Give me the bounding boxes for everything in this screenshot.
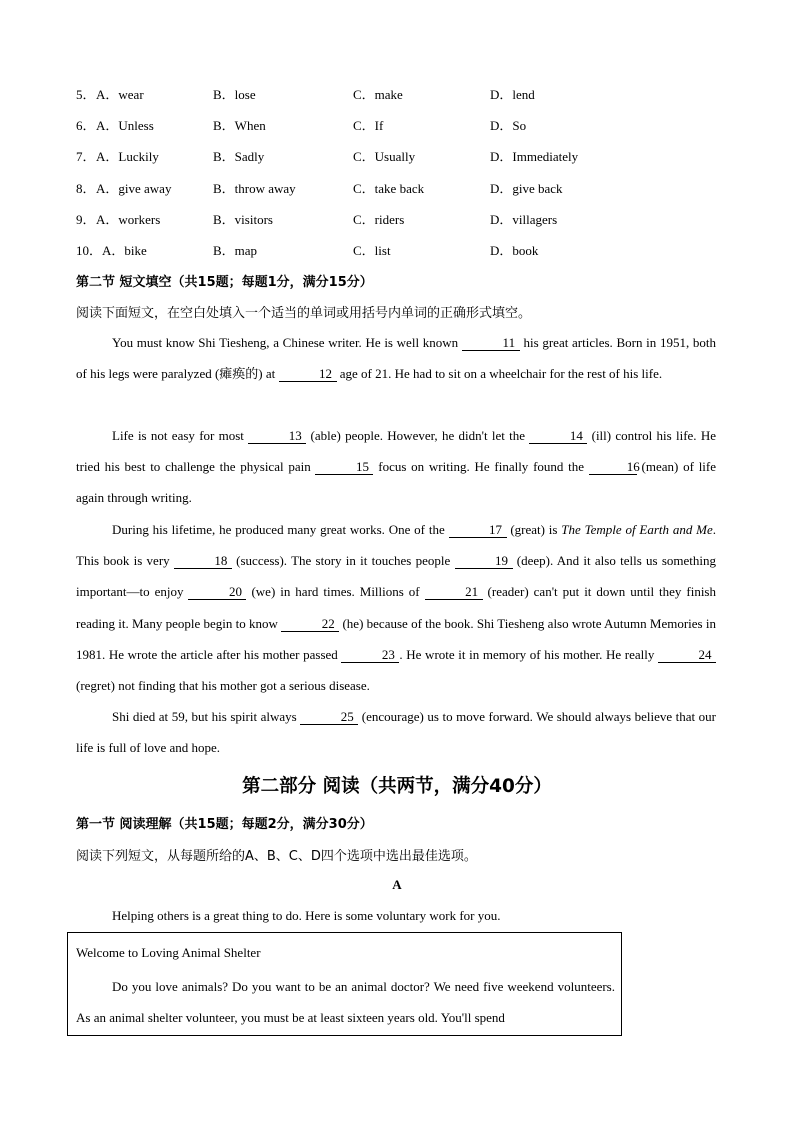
blank-11[interactable]: 11 [462, 336, 520, 351]
question-number: 10． [76, 243, 103, 258]
question-number: 5． [76, 87, 96, 102]
option-c[interactable]: C．make [353, 87, 403, 102]
option-d[interactable]: D．villagers [490, 211, 558, 227]
option-d[interactable]: D．Immediately [490, 149, 579, 165]
blank-23[interactable]: 23 [341, 648, 399, 663]
option-b[interactable]: B．map [213, 243, 258, 258]
passage-intro: Helping others is a great thing to do. Here is some voluntary work for you. [112, 908, 501, 923]
section-instruction: 阅读下面短文，在空白处填入一个适当的单词或用括号内单词的正确形式填空。 [76, 306, 532, 321]
option-c[interactable]: C．Usually [353, 149, 416, 165]
blank-18[interactable]: 18 [174, 554, 232, 569]
blank-20[interactable]: 20 [188, 585, 246, 600]
section-heading-reading: 第一节 阅读理解（共15题；每题2分，满分30分） [76, 817, 373, 832]
question-number: 7． [76, 149, 96, 165]
option-b[interactable]: B．Sadly [213, 149, 265, 165]
blank-15[interactable]: 15 [315, 460, 373, 475]
section-heading: 第二节 短文填空（共15题；每题1分，满分15分） [76, 275, 373, 290]
book-title: The Temple of Earth and Me [561, 522, 713, 537]
option-b[interactable]: B．throw away [213, 180, 296, 196]
option-a[interactable]: A．Luckily [96, 149, 159, 165]
question-number: 6． [76, 118, 96, 134]
option-a[interactable]: A．wear [96, 87, 144, 102]
option-a[interactable]: A．give away [96, 180, 172, 196]
option-c[interactable]: C．list [353, 243, 391, 258]
option-d[interactable]: D．give back [490, 180, 563, 196]
passage-paragraph-3: During his lifetime, he produced many great works. One of the 17 (great) is The Temple of Earth and Me. This book is very 18 (success). The story in it touches people 19 (deep). And it also tells us something important—to enjoy 20 (we) in hard times. Millions of 21 (reader) can't put it down until they finish reading it. Many people begin to know 22 (he) because of the book. Shi Tiesheng also wrote Autumn Memories in 1981. He wrote the article after his mother passed 23 . He wrote it in memory of his mother. He really 24 (regret) not finding that his mother got a serious disease. [76, 522, 716, 694]
reading-instruction: 阅读下列短文，从每题所给的A、B、C、D四个选项中选出最佳选项。 [76, 849, 477, 864]
blank-14[interactable]: 14 [529, 429, 587, 444]
blank-21[interactable]: 21 [425, 585, 483, 600]
option-a[interactable]: A．bike [102, 243, 147, 258]
option-b[interactable]: B．When [213, 118, 266, 134]
blank-12[interactable]: 12 [279, 367, 337, 382]
option-b[interactable]: B．visitors [213, 211, 273, 227]
option-a[interactable]: A．Unless [96, 118, 154, 134]
option-c[interactable]: C．If [353, 118, 384, 134]
passage-paragraph-4: Shi died at 59, but his spirit always 25 (encourage) us to move forward. We should always believe that our life is full of love and hope. [76, 709, 717, 756]
part-title: 第二部分 阅读（共两节，满分40分） [242, 776, 552, 797]
option-b[interactable]: B．lose [213, 87, 256, 102]
passage-paragraph-1: You must know Shi Tiesheng, a Chinese writer. He is well known 11 his great articles. Born in 1951, both of his legs were paralyzed (瘫痪的) at 12 age of 21. He had to sit on a wheelchair for the rest of his life. [76, 335, 716, 382]
notice-text: Do you love animals? Do you want to be an animal doctor? We need five weekend volunteers. As an animal shelter volunteer, you must be at least sixteen years old. You'll spend [76, 979, 615, 1026]
notice-box [67, 932, 622, 1036]
passage-paragraph-2: Life is not easy for most 13 (able) people. However, he didn't let the 14 (ill) control his life. He tried his best to challenge the physical pain 15 focus on writing. He finally found the 16 (mean) of life again through writing. [76, 428, 717, 506]
option-c[interactable]: C．riders [353, 211, 405, 227]
blank-19[interactable]: 19 [455, 554, 513, 569]
question-number: 8． [76, 180, 96, 196]
blank-13[interactable]: 13 [248, 429, 306, 444]
blank-25[interactable]: 25 [300, 710, 358, 725]
option-a[interactable]: A．workers [96, 211, 161, 227]
option-d[interactable]: D．book [490, 243, 539, 258]
blank-17[interactable]: 17 [449, 523, 507, 538]
option-d[interactable]: D．lend [490, 87, 535, 102]
blank-24[interactable]: 24 [658, 648, 716, 663]
option-d[interactable]: D．So [490, 118, 527, 134]
blank-22[interactable]: 22 [281, 617, 339, 632]
option-c[interactable]: C．take back [353, 180, 425, 196]
passage-label: A [392, 877, 402, 892]
notice-title: Welcome to Loving Animal Shelter [76, 945, 261, 960]
blank-16[interactable]: 16 [589, 460, 637, 475]
question-number: 9． [76, 211, 96, 227]
